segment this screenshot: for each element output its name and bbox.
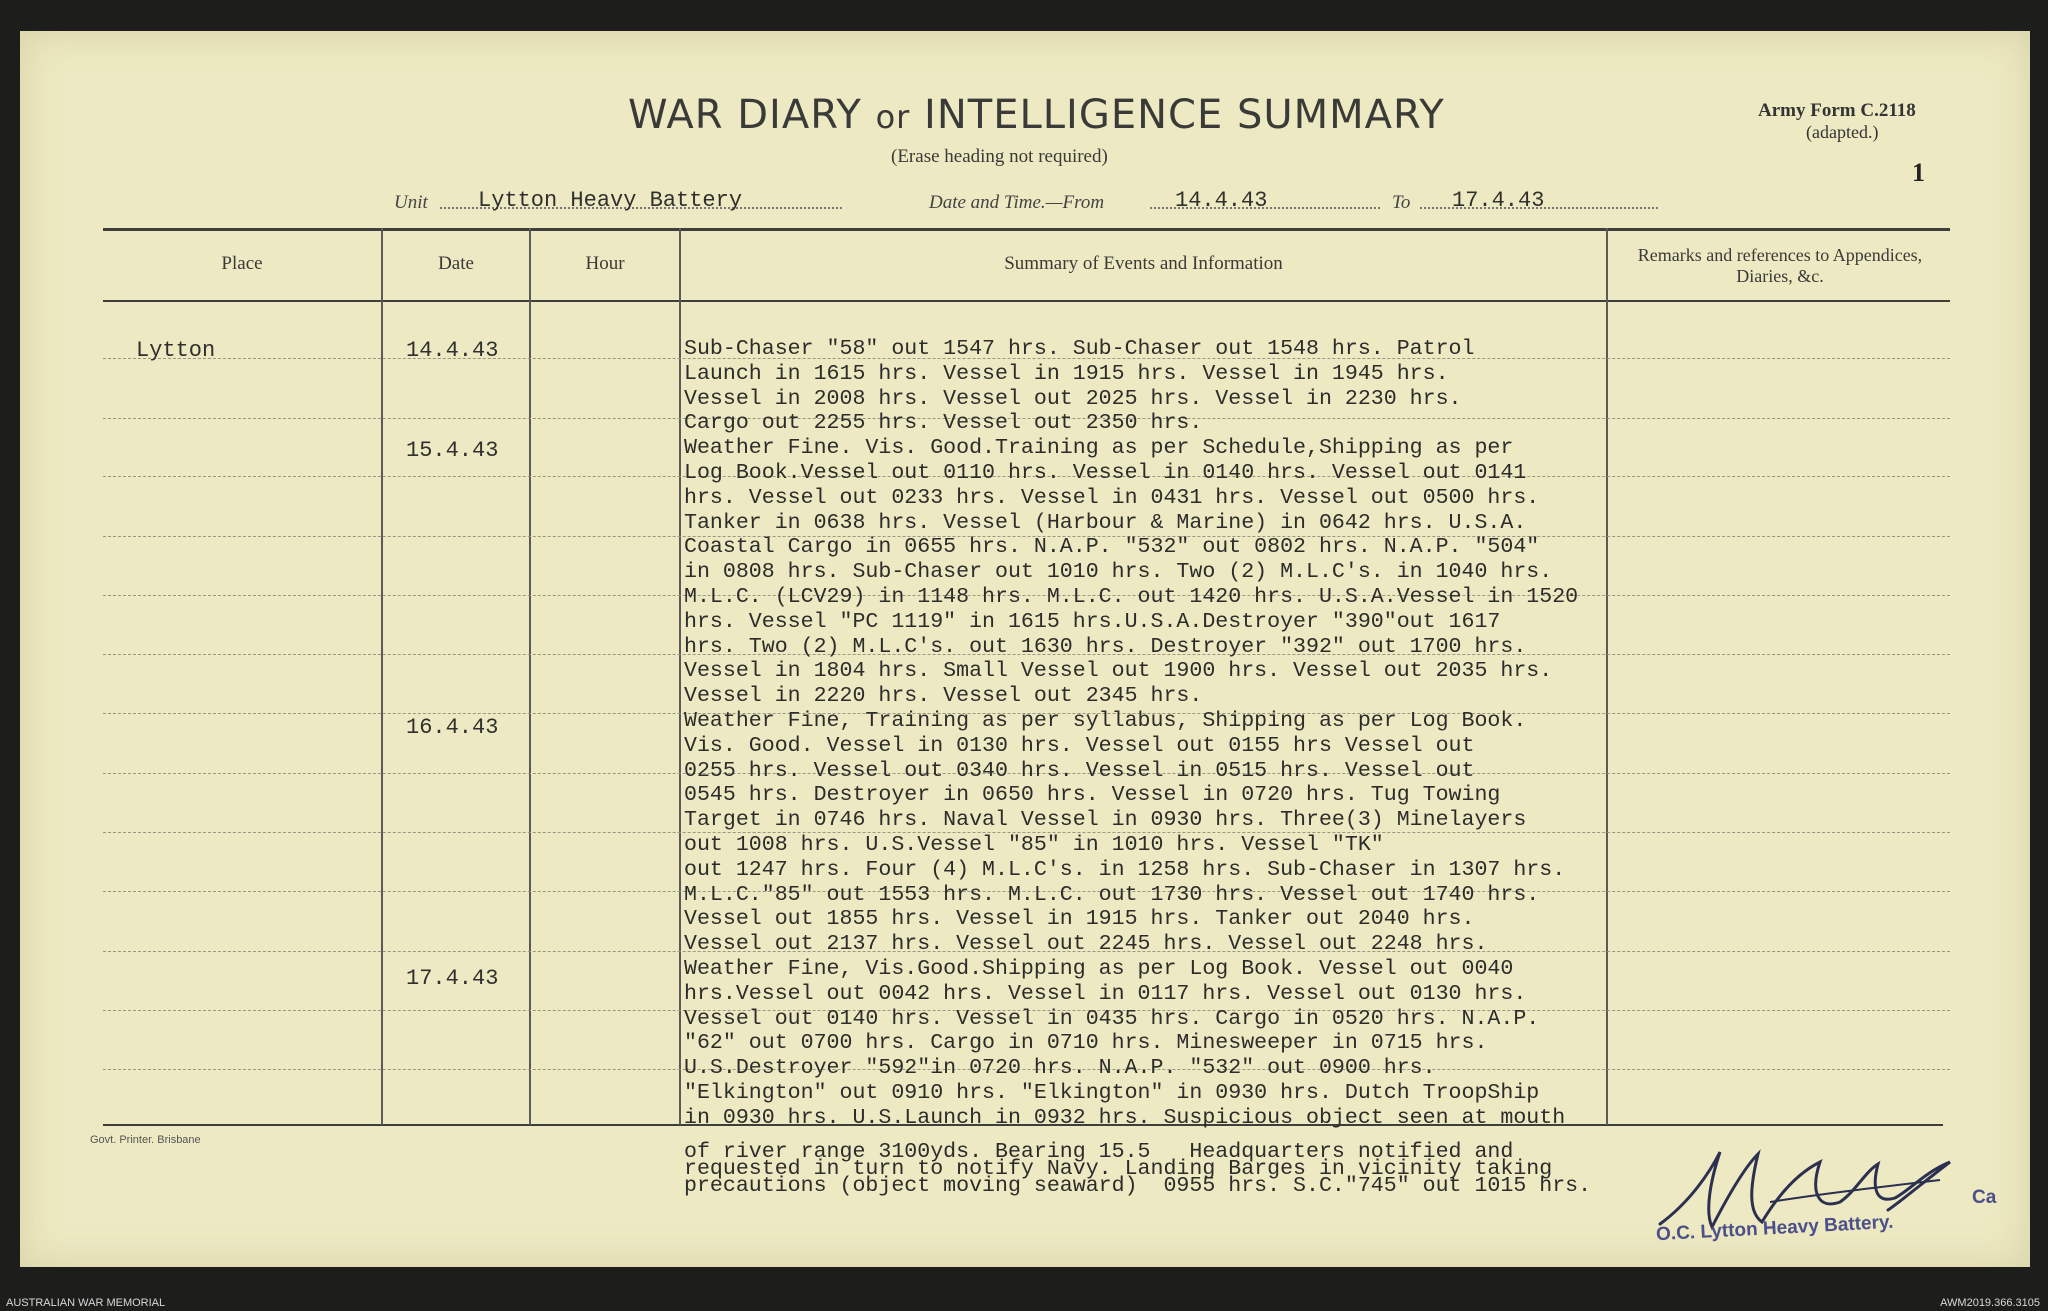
stamp-rank: Ca [1972, 1187, 1997, 1208]
summary-line: Vessel out 0140 hrs. Vessel in 0435 hrs. Cargo in 0520 hrs. N.A.P. [684, 1006, 1540, 1031]
date-entry-1: 14.4.43 [406, 338, 499, 363]
unit-stamp: O.C. Lytton Heavy Battery. [1655, 1211, 1894, 1246]
summary-line: M.L.C. (LCV29) in 1148 hrs. M.L.C. out 1420 hrs. U.S.A.Vessel in 1520 [684, 584, 1579, 609]
summary-line: Vessel in 2220 hrs. Vessel out 2345 hrs. [684, 684, 1203, 709]
summary-overflow [684, 1140, 1592, 1198]
date-entry-4: 17.4.43 [406, 966, 499, 991]
summary-line: Tanker in 0638 hrs. Vessel (Harbour & Marine) in 0642 hrs. U.S.A. [684, 510, 1527, 535]
column-divider-hour [679, 228, 681, 1125]
summary-line: in 0930 hrs. U.S.Launch in 0932 hrs. Suspicious object seen at mouth [684, 1105, 1566, 1130]
form-number: Army Form C.2118 [1758, 100, 1916, 121]
summary-line: out 1247 hrs. Four (4) M.L.C's. in 1258 hrs. Sub-Chaser in 1307 hrs. [684, 857, 1566, 882]
summary-line: hrs. Vessel out 0233 hrs. Vessel in 0431 hrs. Vessel out 0500 hrs. [684, 485, 1540, 510]
summary-line: M.L.C."85" out 1553 hrs. M.L.C. out 1730 hrs. Vessel out 1740 hrs. [684, 882, 1540, 907]
unit-value: Lytton Heavy Battery [478, 188, 743, 213]
page-mark: 1 [1912, 158, 1925, 187]
date-from-value: 14.4.43 [1175, 188, 1268, 213]
summary-line: Vessel out 1855 hrs. Vessel in 1915 hrs. Tanker out 2040 hrs. [684, 907, 1475, 932]
column-divider-summary [1606, 228, 1608, 1125]
summary-line: U.S.Destroyer "592"in 0720 hrs. N.A.P. "532" out 0900 hrs. [684, 1056, 1436, 1081]
summary-line: Vessel in 2008 hrs. Vessel out 2025 hrs. Vessel in 2230 hrs. [684, 386, 1462, 411]
column-header-hour: Hour [585, 253, 625, 274]
place-value: Lytton [136, 338, 216, 363]
column-divider-date [529, 228, 531, 1125]
summary-line: "Elkington" out 0910 hrs. "Elkington" in 0930 hrs. Dutch TroopShip [684, 1080, 1540, 1105]
summary-overflow-line: of river range 3100yds. Bearing 15.5 Headquarters notified and [684, 1140, 1514, 1164]
summary-line: Vessel out 2137 hrs. Vessel out 2245 hrs. Vessel out 2248 hrs. [684, 932, 1488, 957]
summary-line: Target in 0746 hrs. Naval Vessel in 0930 hrs. Three(3) Minelayers [684, 808, 1527, 833]
archive-credit: AUSTRALIAN WAR MEMORIAL [6, 1297, 166, 1309]
summary-line: Cargo out 2255 hrs. Vessel out 2350 hrs. [684, 411, 1203, 436]
form-adapted: (adapted.) [1806, 122, 1879, 142]
summary-line: Vis. Good. Vessel in 0130 hrs. Vessel out 0155 hrs Vessel out [684, 733, 1475, 758]
summary-line: Weather Fine, Vis.Good.Shipping as per Log Book. Vessel out 0040 [684, 956, 1514, 981]
summary-line: Weather Fine, Training as per syllabus, Shipping as per Log Book. [684, 708, 1527, 733]
date-to-label: To [1392, 192, 1411, 213]
summary-line: Log Book.Vessel out 0110 hrs. Vessel in 0140 hrs. Vessel out 0141 [684, 460, 1527, 485]
summary-overflow-line: precautions (object moving seaward) 0955 hrs. S.C."745" out 1015 hrs. [684, 1174, 1592, 1198]
column-header-place: Place [221, 253, 263, 274]
summary-line: "62" out 0700 hrs. Cargo in 0710 hrs. Minesweeper in 0715 hrs. [684, 1031, 1488, 1056]
column-divider-place [381, 228, 383, 1125]
archive-reference: AWM2019.366.3105 [1940, 1297, 2040, 1309]
form-title: WAR DIARY or INTELLIGENCE SUMMARY [628, 92, 1445, 138]
summary-line: Vessel in 1804 hrs. Small Vessel out 1900 hrs. Vessel out 2035 hrs. [684, 659, 1553, 684]
date-to-value: 17.4.43 [1452, 188, 1545, 213]
summary-of-events [684, 337, 1578, 1131]
column-header-summary: Summary of Events and Information [1004, 253, 1283, 274]
unit-label: Unit [394, 192, 428, 213]
summary-line: out 1008 hrs. U.S.Vessel "85" in 1010 hrs. Vessel "TK" [684, 832, 1384, 857]
summary-line: hrs. Vessel "PC 1119" in 1615 hrs.U.S.A.Destroyer "390"out 1617 [684, 609, 1501, 634]
summary-overflow-line: requested in turn to notify Navy. Landing Barges in vicinity taking [684, 1157, 1553, 1181]
summary-line: Coastal Cargo in 0655 hrs. N.A.P. "532" out 0802 hrs. N.A.P. "504" [684, 535, 1540, 560]
form-subtitle: (Erase heading not required) [891, 146, 1108, 167]
summary-line: 0255 hrs. Vessel out 0340 hrs. Vessel in 0515 hrs. Vessel out [684, 758, 1475, 783]
printer-imprint: Govt. Printer. Brisbane [90, 1134, 201, 1146]
summary-line: in 0808 hrs. Sub-Chaser out 1010 hrs. Two (2) M.L.C's. in 1040 hrs. [684, 560, 1553, 585]
date-entry-2: 15.4.43 [406, 438, 499, 463]
date-entry-3: 16.4.43 [406, 715, 499, 740]
column-header-remarks: Remarks and references to Appendices, Diaries, &c. [1637, 245, 1923, 286]
summary-line: hrs.Vessel out 0042 hrs. Vessel in 0117 hrs. Vessel out 0130 hrs. [684, 981, 1527, 1006]
summary-line: Launch in 1615 hrs. Vessel in 1915 hrs. Vessel in 1945 hrs. [684, 361, 1449, 386]
column-header-date: Date [438, 253, 474, 274]
date-from-label: Date and Time.—From [929, 192, 1105, 213]
summary-line: 0545 hrs. Destroyer in 0650 hrs. Vessel in 0720 hrs. Tug Towing [684, 783, 1501, 808]
summary-line: Sub-Chaser "58" out 1547 hrs. Sub-Chaser out 1548 hrs. Patrol [684, 337, 1475, 361]
summary-line: hrs. Two (2) M.L.C's. out 1630 hrs. Destroyer "392" out 1700 hrs. [684, 634, 1527, 659]
summary-line: Weather Fine. Vis. Good.Training as per Schedule,Shipping as per [684, 436, 1514, 461]
